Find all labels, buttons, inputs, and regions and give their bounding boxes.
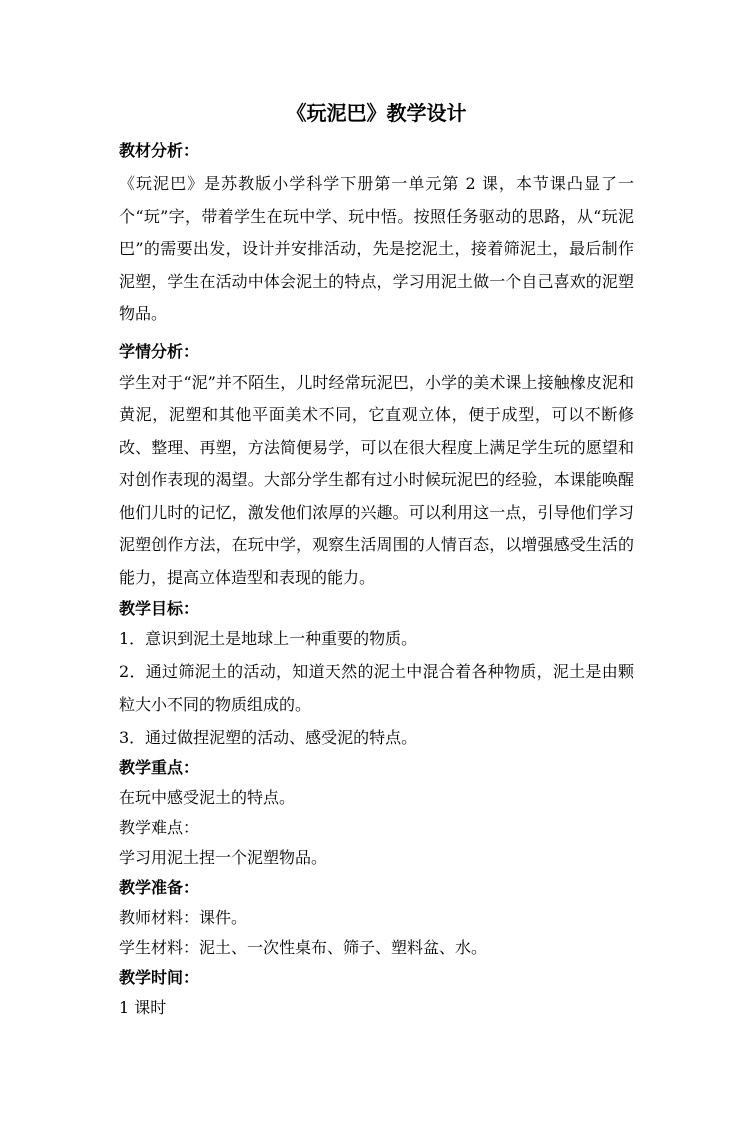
section-heading-key-points: 教学重点： (119, 758, 200, 777)
key-points-text: 在玩中感受泥土的特点。 (119, 788, 296, 807)
preparation-student: 学生材料：泥土、一次性桌布、筛子、塑料盆、水。 (119, 938, 488, 957)
section-objectives (119, 594, 634, 753)
section-material-analysis (119, 136, 634, 331)
student-analysis-text: 学生对于“泥”并不陌生，儿时经常玩泥巴，小学的美术课上接触橡皮泥和黄泥，泥塑和其他平面美术不同，它直观立体，便于成型，可以不断修改、整理、再塑，方法简便易学，可以在很大程度上满足学生玩的愿望和对创作表现的渴望。大部分学生都有过小时候玩泥巴的经验，本课能唤醒他们儿时的记忆，激发他们浓厚的兴趣。可以利用这一点，引导他们学习泥塑创作方法，在玩中学，观察生活周围的人情百态，以增强感受生活的能力，提高立体造型和表现的能力。 (119, 372, 634, 587)
preparation-teacher: 教师材料：课件。 (119, 908, 248, 927)
section-key-points (119, 753, 634, 813)
section-heading-preparation: 教学准备： (119, 878, 200, 897)
section-heading-difficulties: 教学难点： (119, 818, 200, 837)
objective-item-1: 1．意识到泥土是地球上一种重要的物质。 (119, 629, 418, 648)
objective-item-2: 2．通过筛泥土的活动，知道天然的泥土中混合着各种物质，泥土是由颗粒大小不同的物质组成的。 (119, 662, 634, 714)
section-heading-material-analysis: 教材分析： (119, 141, 200, 160)
document-page (119, 98, 634, 1023)
material-analysis-text: 《玩泥巴》是苏教版小学科学下册第一单元第 2 课，本节课凸显了一个“玩”字，带着学生在玩中学、玩中悟。按照任务驱动的思路，从“玩泥巴”的需要出发，设计并安排活动，先是挖泥土，接着筛泥土，最后制作泥塑，学生在活动中体会泥土的特点，学习用泥土做一个自己喜欢的泥塑物品。 (119, 174, 634, 323)
section-student-analysis (119, 337, 634, 595)
section-heading-objectives: 教学目标： (119, 599, 200, 618)
section-heading-time: 教学时间： (119, 968, 200, 987)
section-preparation (119, 873, 634, 963)
section-heading-student-analysis: 学情分析： (119, 341, 200, 361)
difficulties-text: 学习用泥土捏一个泥塑物品。 (119, 848, 328, 867)
document-title: 《玩泥巴》教学设计 (286, 101, 467, 125)
section-difficulties (119, 813, 634, 873)
objective-item-3: 3．通过做捏泥塑的活动、感受泥的特点。 (119, 728, 418, 747)
section-time (119, 963, 634, 1023)
time-text: 1 课时 (119, 998, 167, 1017)
